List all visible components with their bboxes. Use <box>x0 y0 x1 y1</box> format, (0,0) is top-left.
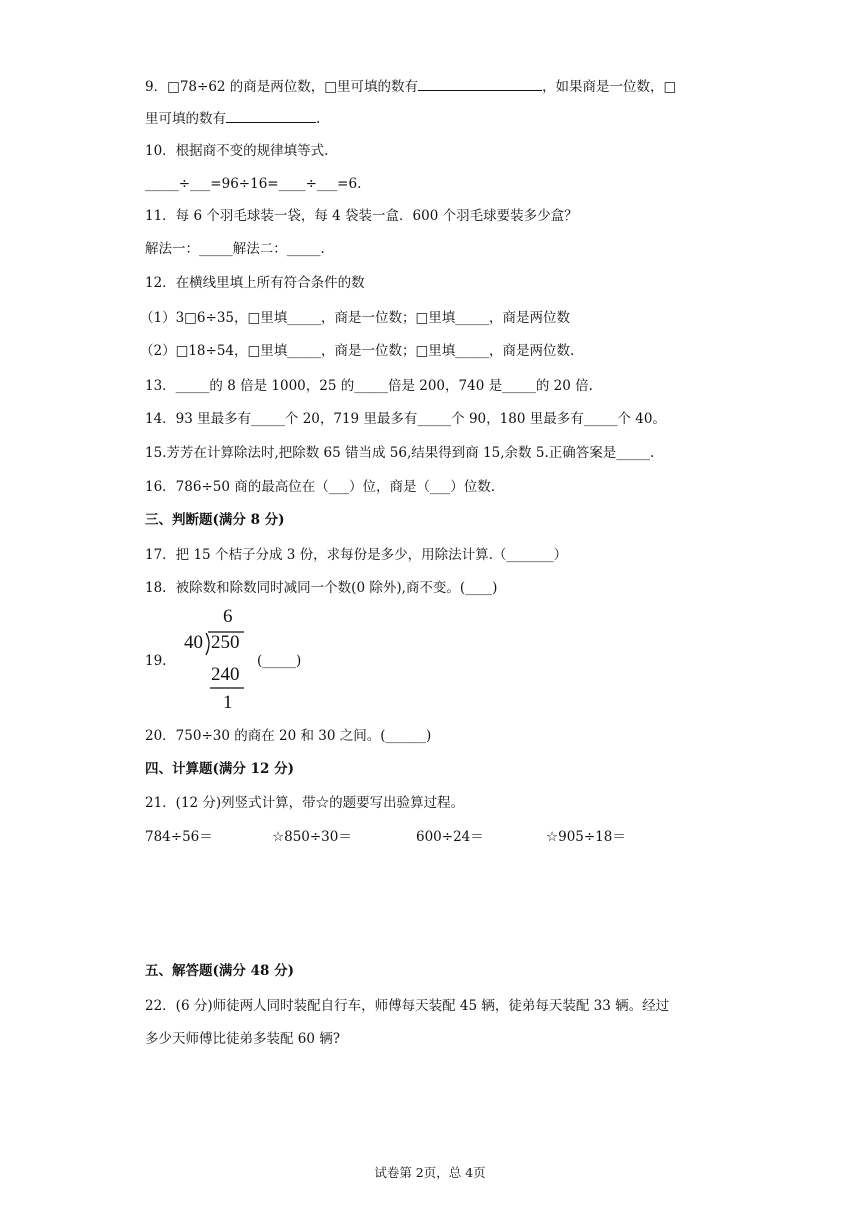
question-14[interactable]: 14．93 里最多有_____个 20，719 里最多有_____个 90，180 里最多有_____个 40。 <box>145 411 666 427</box>
question-19-blank[interactable]: (_____) <box>257 653 302 669</box>
section-5-heading: 五、解答题(满分 48 分) <box>145 963 294 979</box>
question-12-title: 12．在横线里填上所有符合条件的数 <box>145 275 365 291</box>
question-11-answers[interactable]: 解法一：_____解法二：_____. <box>145 241 325 257</box>
division-remainder: 1 <box>223 692 233 713</box>
question-10-equation[interactable]: _____÷___=96÷16=____÷___=6. <box>145 176 362 192</box>
q9-text-end: . <box>316 111 321 127</box>
division-quotient: 6 <box>223 606 233 627</box>
division-bracket-lines <box>180 606 260 718</box>
division-product: 240 <box>211 664 240 685</box>
q9-answer-blank-1[interactable] <box>418 76 542 91</box>
question-9-line-2 <box>145 108 320 128</box>
question-19-number: 19. <box>145 653 167 669</box>
q9-text-c: 里可填的数有 <box>145 111 226 127</box>
calc-item-3[interactable]: 600÷24＝ <box>416 829 484 845</box>
question-16[interactable]: 16．786÷50 商的最高位在（___）位，商是（___）位数. <box>145 479 496 495</box>
question-18[interactable]: 18．被除数和除数同时减同一个数(0 除外),商不变。(____) <box>145 580 498 596</box>
long-division-figure <box>180 606 260 718</box>
calc-item-1[interactable]: 784÷56＝ <box>145 829 213 845</box>
question-15[interactable]: 15.芳芳在计算除法时,把除数 65 错当成 56,结果得到商 15,余数 5.正确答案是_____. <box>145 445 655 461</box>
section-3-heading: 三、判断题(满分 8 分) <box>145 512 285 528</box>
question-12-part-1[interactable]: （1）3□6÷35，□里填_____，商是一位数；□里填_____，商是两位数 <box>140 310 571 326</box>
q9-text-b: ，如果商是一位数，□ <box>542 79 677 95</box>
question-20[interactable]: 20．750÷30 的商在 20 和 30 之间。(______) <box>145 728 432 744</box>
calc-item-2[interactable]: ☆850÷30＝ <box>272 829 352 845</box>
calc-item-4[interactable]: ☆905÷18＝ <box>546 829 626 845</box>
question-9-line-1 <box>145 76 676 96</box>
question-22-line-1: 22．(6 分)师徒两人同时装配自行车，师傅每天装配 45 辆，徒弟每天装配 33 辆。经过 <box>145 998 670 1014</box>
page-footer: 试卷第 2页，总 4页 <box>374 1165 486 1180</box>
question-21-title: 21．(12 分)列竖式计算，带☆的题要写出验算过程。 <box>145 795 465 811</box>
division-divisor: 40 <box>184 632 203 653</box>
question-13[interactable]: 13．_____的 8 倍是 1000，25 的_____倍是 200，740 是_____的 20 倍. <box>145 378 593 394</box>
q9-answer-blank-2[interactable] <box>226 108 316 123</box>
section-4-heading: 四、计算题(满分 12 分) <box>145 761 294 777</box>
question-22-line-2: 多少天师傅比徒弟多装配 60 辆? <box>145 1031 340 1047</box>
q9-text-a: 9．□78÷62 的商是两位数，□里可填的数有 <box>145 79 419 95</box>
question-10-title: 10．根据商不变的规律填等式. <box>145 143 329 159</box>
question-12-part-2[interactable]: （2）□18÷54，□里填_____，商是一位数；□里填_____，商是两位数. <box>140 343 575 359</box>
division-dividend: 250 <box>211 632 240 653</box>
question-11-title: 11．每 6 个羽毛球装一袋，每 4 袋装一盒．600 个羽毛球要装多少盒？ <box>145 208 578 224</box>
question-17[interactable]: 17．把 15 个桔子分成 3 份，求每份是多少，用除法计算.（_______） <box>145 547 568 563</box>
question-21-expressions <box>145 828 665 846</box>
